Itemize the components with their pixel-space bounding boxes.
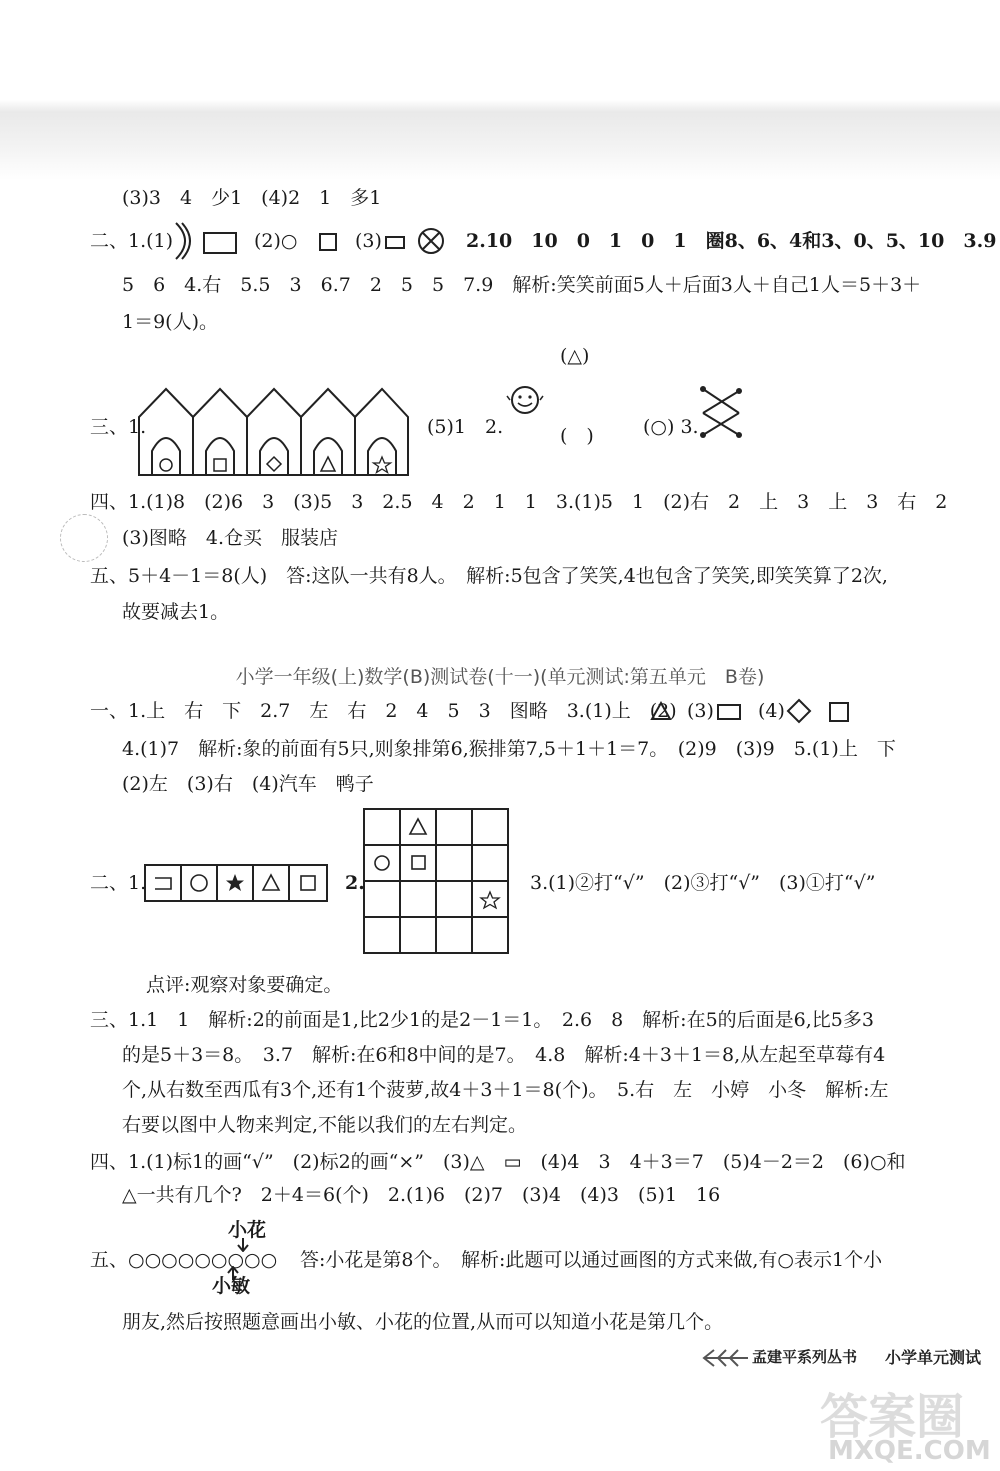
- answer-text: 点评:观察对象要确定。: [146, 974, 343, 996]
- answer-text: 二、1.: [90, 872, 147, 894]
- answer-text: 朋友,然后按照题意画出小敏、小花的位置,从而可以知道小花是第几个。: [122, 1311, 724, 1333]
- label-xiaomin: 小敏: [212, 1275, 251, 1297]
- arrow-left-icon: [700, 1345, 750, 1371]
- watermark-logo: 答案圈: [820, 1389, 965, 1445]
- answer-text: 右要以图中人物来判定,不能以我们的左右判定。: [122, 1114, 528, 1136]
- answer-text: 四、1.(1)8 (2)6 3 (3)5 3 2.5 4 2 1 1 3.(1)5 1 (2)右 2 上 3 上 3 右 2: [90, 491, 948, 513]
- answer-text: 3.(1)②打“√” (2)③打“√” (3)①打“√”: [530, 872, 876, 894]
- answer-text: 5 6 4.右 5.5 3 6.7 2 5 5 7.9 解析:笑笑前面5人＋后面3人＋自己1人＝5＋3＋: [122, 274, 922, 296]
- answer-text: (4): [758, 700, 785, 722]
- houses-figure: [136, 385, 411, 477]
- answer-text: 2.10 10 0 1 0 1 圈8、6、4和3、0、5、10 3.9: [466, 230, 997, 252]
- label-xiaohua: 小花: [228, 1219, 267, 1241]
- rectangle-icon: [203, 232, 237, 254]
- answer-text: (△): [560, 345, 590, 367]
- answer-text: (○) 3.: [643, 416, 699, 438]
- answer-text: (3)图略 4.仓买 服装店: [122, 527, 339, 549]
- answer-text: 2.: [345, 872, 365, 894]
- square-icon: [319, 233, 337, 251]
- answer-text: (3): [687, 700, 714, 722]
- answer-text: 五、○○○○○○○○○: [90, 1249, 278, 1271]
- answer-text: 答:小花是第8个。 解析:此题可以通过画图的方式来做,有○表示1个小: [300, 1249, 883, 1271]
- answer-text: 二、1.(1): [90, 230, 174, 252]
- section-title: 小学一年级(上)数学(B)测试卷(十一)(单元测试:第五单元 B卷): [235, 666, 765, 688]
- footer-series: 孟建平系列丛书: [752, 1348, 858, 1366]
- rectangle-icon: [717, 704, 741, 720]
- answer-text: 一、1.上 右 下 2.7 左 右 2 4 5 3 图略 3.(1)上 (2): [90, 700, 677, 722]
- answer-text: ( ): [560, 425, 594, 447]
- answer-text: 4.(1)7 解析:象的前面有5只,则象排第6,猴排第7,5＋1＋1＝7。 (2)9 (3)9 5.(1)上 下: [122, 738, 896, 760]
- answer-text: 故要减去1。: [122, 601, 230, 623]
- footer-book: 小学单元测试: [885, 1348, 982, 1367]
- answer-text: (3)3 4 少1 (4)2 1 多1: [122, 187, 382, 209]
- answer-text: 五、5＋4－1＝8(人) 答:这队一共有8人。 解析:5包含了笑笑,4也包含了笑笑,即笑笑算了2次,: [90, 565, 888, 587]
- square-icon: [829, 702, 849, 722]
- smiley-face-icon: [506, 384, 544, 416]
- position-grid-figure: [362, 807, 512, 957]
- answer-text: 1＝9(人)。: [122, 311, 219, 333]
- crossed-lines-figure: [697, 383, 747, 441]
- triangle-icon: [650, 701, 672, 721]
- answer-text: △一共有几个? 2＋4＝6(个) 2.(1)6 (2)7 (3)4 (4)3 (5)1 16: [122, 1184, 721, 1206]
- faint-stamp: [60, 514, 108, 562]
- answer-text: (3): [355, 230, 382, 252]
- diamond-icon: [786, 698, 812, 724]
- answer-text: 三、1.: [90, 416, 147, 438]
- small-rectangle-icon: [385, 236, 405, 249]
- crossed-circle-icon: [417, 227, 445, 255]
- answer-text: 个,从右数至西瓜有3个,还有1个菠萝,故4＋3＋1＝8(个)。 5.右 左 小婷 小冬 解析:左: [122, 1079, 889, 1101]
- answer-text: 的是5＋3＝8。 3.7 解析:在6和8中间的是7。 4.8 解析:4＋3＋1＝8,从左起至草莓有4: [122, 1044, 886, 1066]
- answer-text: (2)左 (3)右 (4)汽车 鸭子: [122, 773, 374, 795]
- shape-sequence-figure: [144, 864, 328, 902]
- answer-text: 四、1.(1)标1的画“√” (2)标2的画“×” (3)△ ▭ (4)4 3 4＋3＝7 (5)4－2＝2 (6)○和: [90, 1151, 906, 1173]
- watermark-url: MXQE.COM: [828, 1436, 991, 1466]
- header-band: [0, 0, 1000, 180]
- answer-text: (5)1 2.: [427, 416, 504, 438]
- answer-text: (2)○: [254, 230, 298, 252]
- answer-text: 三、1.1 1 解析:2的前面是1,比2少1的是2－1＝1。 2.6 8 解析:在5的后面是6,比5多3: [90, 1009, 874, 1031]
- crescent-moon-icon: [170, 221, 196, 261]
